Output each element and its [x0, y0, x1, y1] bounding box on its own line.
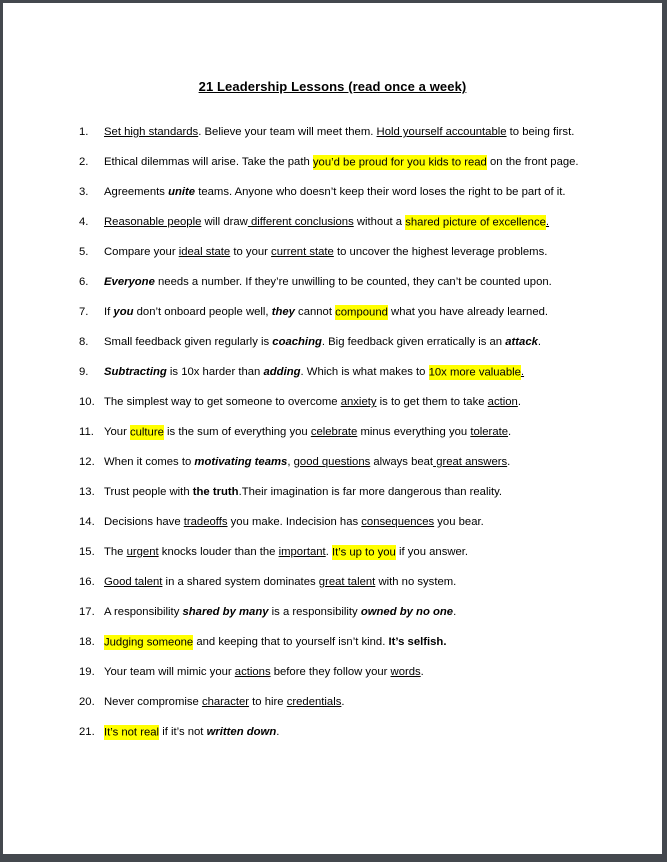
item-number: 17.: [79, 606, 95, 618]
text-segment: shared by many: [182, 606, 269, 618]
text-segment: you: [113, 306, 134, 318]
text-segment: .: [341, 696, 345, 708]
list-item: [3, 237, 662, 267]
text-segment: credentials: [286, 696, 342, 708]
text-segment: Set high standards: [104, 126, 199, 138]
text-segment: always beat: [370, 456, 434, 468]
item-number: 14.: [79, 516, 95, 528]
item-number: 2.: [79, 156, 89, 168]
item-text: [104, 666, 424, 678]
lessons-list: [3, 117, 662, 747]
text-segment: .Their imagination is far more dangerous than reality.: [238, 486, 503, 498]
item-number: 8.: [79, 336, 89, 348]
list-item: [3, 177, 662, 207]
text-segment: is 10x harder than: [166, 366, 264, 378]
text-segment: different conclusions: [247, 216, 354, 228]
text-segment: .: [507, 456, 511, 468]
highlighted-text: you’d be proud for you kids to read: [312, 156, 487, 168]
text-segment: consequences: [361, 516, 435, 528]
text-segment: cannot: [294, 306, 336, 318]
text-segment: Everyone: [104, 276, 155, 288]
item-text: [104, 365, 524, 380]
item-number: 20.: [79, 696, 95, 708]
text-segment: The simplest way to get someone to overcome: [104, 396, 341, 408]
text-segment: If: [104, 306, 114, 318]
text-segment: ideal state: [178, 246, 231, 258]
list-item: [3, 387, 662, 417]
text-segment: .: [517, 396, 521, 408]
text-segment: attack: [505, 336, 538, 348]
highlighted-text: It’s not real: [104, 726, 160, 738]
text-segment: Agreements: [104, 186, 169, 198]
text-segment: Reasonable people: [104, 216, 202, 228]
text-segment: The: [104, 546, 127, 558]
list-item: [3, 717, 662, 747]
text-segment: on the front page.: [486, 156, 579, 168]
item-text: [104, 606, 456, 618]
text-segment: .: [545, 216, 550, 228]
list-item: [3, 657, 662, 687]
text-segment: without a: [353, 216, 406, 228]
item-text: [104, 396, 521, 408]
text-segment: don’t onboard people well,: [133, 306, 272, 318]
text-segment: Your: [104, 426, 130, 438]
text-segment: to hire: [249, 696, 287, 708]
item-text: [104, 696, 345, 708]
text-segment: needs a number. If they’re unwilling to be counted, they can’t be counted upon.: [154, 276, 552, 288]
highlighted-text: 10x more valuable: [428, 366, 521, 378]
text-segment: .: [325, 546, 332, 558]
text-segment: Ethical dilemmas will arise. Take the path: [104, 156, 313, 168]
text-segment: .: [508, 426, 512, 438]
list-item: [3, 147, 662, 177]
text-segment: minus everything you: [357, 426, 471, 438]
text-segment: current state: [271, 246, 334, 258]
text-segment: .: [453, 606, 457, 618]
text-segment: coaching: [272, 336, 322, 348]
list-item: [3, 297, 662, 327]
text-segment: tolerate: [470, 426, 509, 438]
text-segment: and keeping that to yourself isn’t kind.: [193, 636, 389, 648]
text-segment: .: [520, 366, 525, 378]
item-number: 21.: [79, 726, 95, 738]
document-title: 21 Leadership Lessons (read once a week): [198, 79, 467, 94]
item-text: [104, 126, 574, 138]
text-segment: unite: [168, 186, 196, 198]
item-number: 13.: [79, 486, 95, 498]
text-segment: Small feedback given regularly is: [104, 336, 273, 348]
text-segment: Trust people with: [104, 486, 193, 498]
item-number: 16.: [79, 576, 95, 588]
item-text: [104, 725, 279, 740]
item-text: [104, 155, 579, 170]
text-segment: they: [271, 306, 295, 318]
text-segment: It’s selfish.: [388, 636, 447, 648]
list-item: [3, 477, 662, 507]
item-text: [104, 305, 548, 320]
text-segment: Never compromise: [104, 696, 202, 708]
item-number: 15.: [79, 546, 95, 558]
text-segment: important: [278, 546, 326, 558]
item-number: 18.: [79, 636, 95, 648]
text-segment: character: [201, 696, 250, 708]
item-text: [104, 635, 446, 650]
text-segment: if it’s not: [159, 726, 207, 738]
text-segment: Subtracting: [104, 366, 167, 378]
text-segment: anxiety: [340, 396, 377, 408]
text-segment: owned by no one: [360, 606, 454, 618]
item-text: [104, 276, 552, 288]
highlighted-text: culture: [129, 426, 164, 438]
text-segment: Hold yourself accountable: [376, 126, 507, 138]
item-number: 10.: [79, 396, 95, 408]
text-segment: you bear.: [434, 516, 484, 528]
list-item: [3, 597, 662, 627]
item-number: 6.: [79, 276, 89, 288]
list-item: [3, 567, 662, 597]
text-segment: great answers: [433, 456, 508, 468]
text-segment: . Believe your team will meet them.: [198, 126, 377, 138]
item-text: [104, 516, 484, 528]
item-number: 9.: [79, 366, 89, 378]
item-number: 11.: [79, 426, 94, 438]
text-segment: .: [420, 666, 424, 678]
item-text: [104, 215, 549, 230]
text-segment: with no system.: [375, 576, 457, 588]
text-segment: words: [390, 666, 421, 678]
text-segment: if you answer.: [395, 546, 469, 558]
text-segment: motivating teams: [194, 456, 288, 468]
item-number: 1.: [79, 126, 89, 138]
list-item: [3, 687, 662, 717]
item-number: 5.: [79, 246, 89, 258]
text-segment: . Big feedback given erratically is an: [321, 336, 506, 348]
text-segment: is a responsibility: [268, 606, 361, 618]
list-item: [3, 117, 662, 147]
text-segment: tradeoffs: [183, 516, 228, 528]
item-number: 12.: [79, 456, 95, 468]
item-text: [104, 456, 510, 468]
text-segment: knocks louder than the: [158, 546, 279, 558]
text-segment: in a shared system dominates: [162, 576, 319, 588]
text-segment: .: [537, 336, 542, 348]
highlighted-text: compound: [335, 306, 388, 318]
list-item: [3, 537, 662, 567]
text-segment: Compare your: [104, 246, 179, 258]
item-text: [104, 486, 502, 498]
text-segment: teams. Anyone who doesn’t keep their word loses the right to be part of it.: [195, 186, 566, 198]
list-item: [3, 507, 662, 537]
item-text: [104, 336, 541, 348]
text-segment: A responsibility: [104, 606, 183, 618]
text-segment: what you have already learned.: [387, 306, 549, 318]
item-text: [104, 246, 547, 258]
list-item: [3, 267, 662, 297]
text-segment: to your: [230, 246, 272, 258]
item-number: 3.: [79, 186, 89, 198]
text-segment: great talent: [318, 576, 376, 588]
text-segment: action: [487, 396, 518, 408]
item-number: 4.: [79, 216, 89, 228]
text-segment: When it comes to: [104, 456, 195, 468]
list-item: [3, 447, 662, 477]
text-segment: the truth: [192, 486, 239, 498]
text-segment: celebrate: [310, 426, 358, 438]
text-segment: actions: [234, 666, 271, 678]
text-segment: before they follow your: [270, 666, 391, 678]
text-segment: ,: [287, 456, 294, 468]
text-segment: Good talent: [104, 576, 163, 588]
list-item: [3, 327, 662, 357]
item-text: [104, 545, 468, 560]
text-segment: to uncover the highest leverage problems.: [333, 246, 548, 258]
highlighted-text: It’s up to you: [331, 546, 396, 558]
text-segment: to being first.: [506, 126, 575, 138]
text-segment: you make. Indecision has: [227, 516, 362, 528]
item-text: [104, 186, 566, 198]
text-segment: written down: [206, 726, 277, 738]
highlighted-text: Judging someone: [104, 636, 194, 648]
text-segment: urgent: [126, 546, 159, 558]
text-segment: Decisions have: [104, 516, 184, 528]
item-text: [104, 425, 511, 440]
text-segment: Your team will mimic your: [104, 666, 235, 678]
text-segment: is the sum of everything you: [163, 426, 311, 438]
list-item: [3, 357, 662, 387]
item-number: 7.: [79, 306, 89, 318]
list-item: [3, 207, 662, 237]
text-segment: is to get them to take: [376, 396, 488, 408]
text-segment: . Which is what makes to: [300, 366, 429, 378]
list-item: [3, 417, 662, 447]
text-segment: adding: [263, 366, 301, 378]
text-segment: good questions: [293, 456, 371, 468]
item-text: [104, 576, 456, 588]
text-segment: .: [276, 726, 280, 738]
item-number: 19.: [79, 666, 95, 678]
document-page: [3, 3, 662, 854]
text-segment: will draw: [201, 216, 248, 228]
list-item: [3, 627, 662, 657]
highlighted-text: shared picture of excellence: [405, 216, 546, 228]
